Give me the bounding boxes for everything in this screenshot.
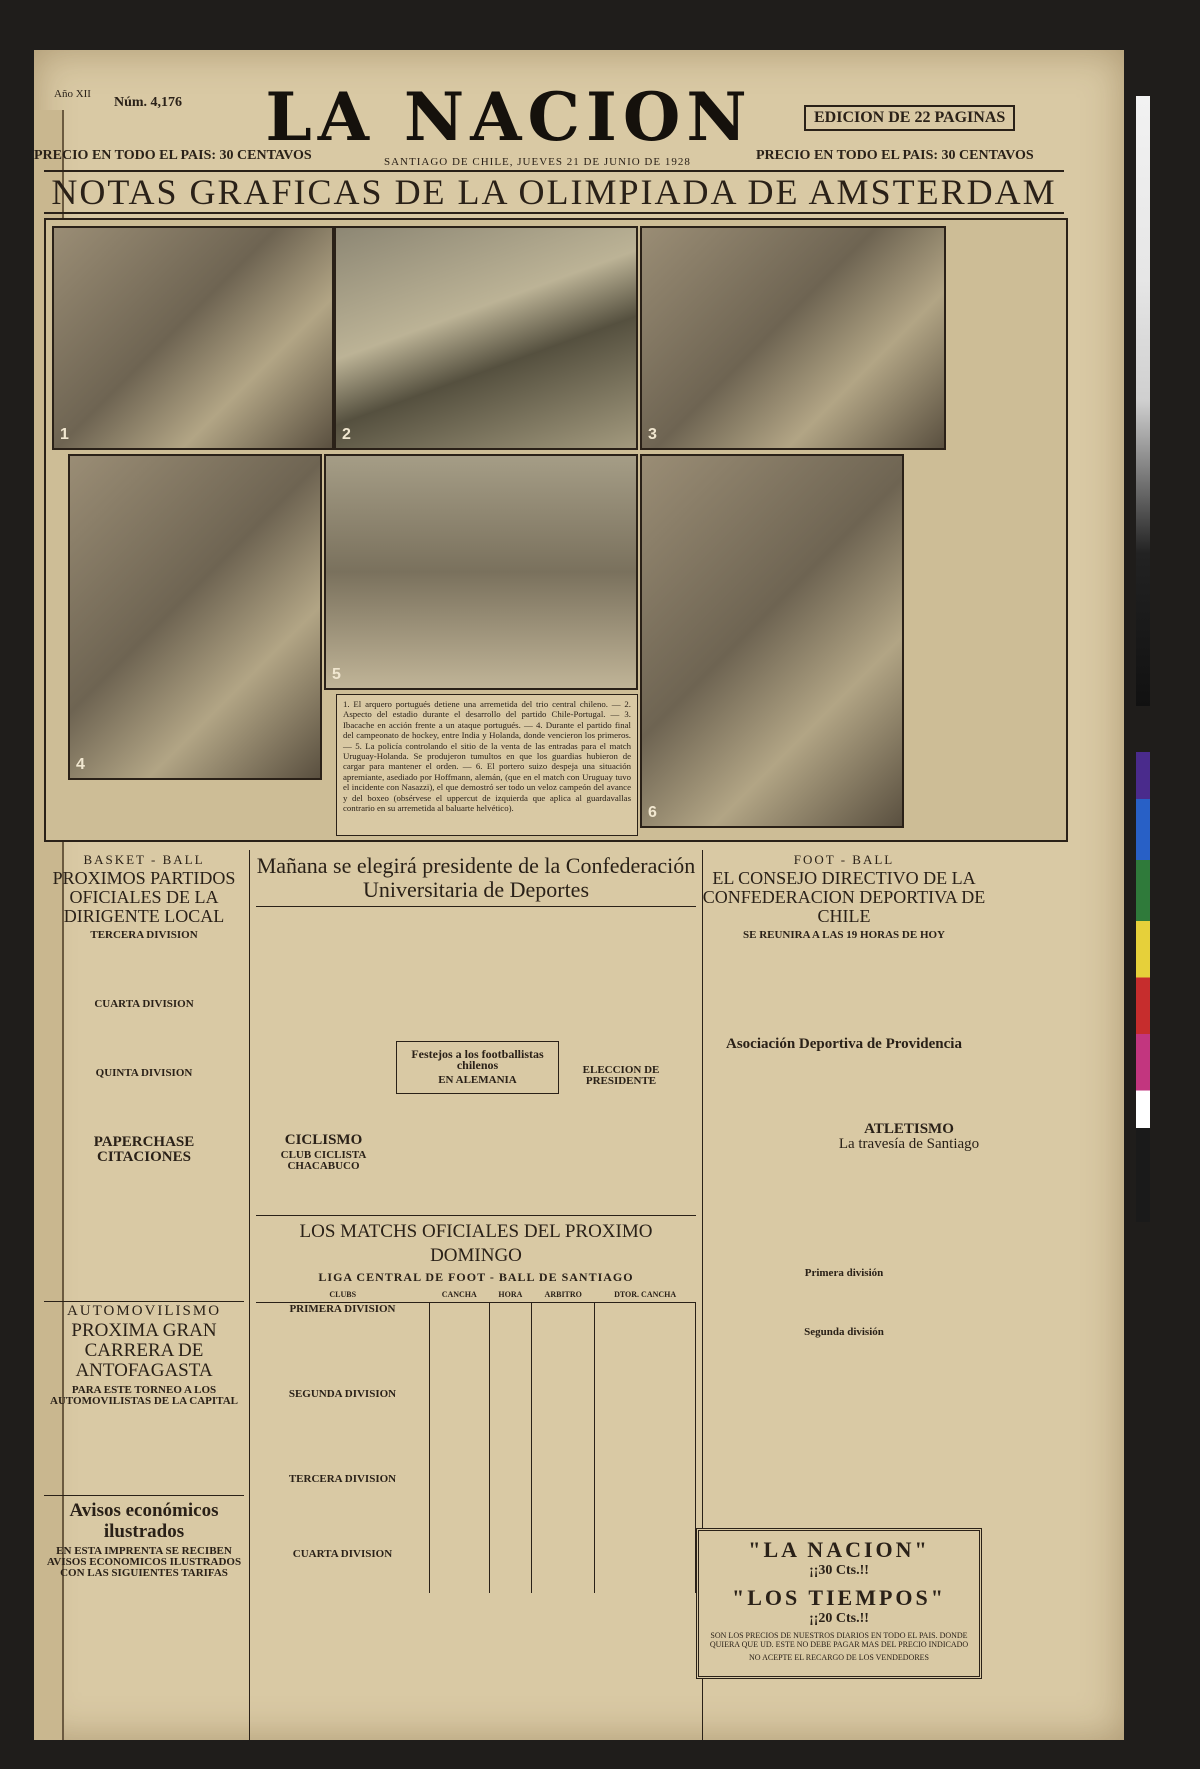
basket-div-3: TERCERA DIVISION	[90, 929, 198, 941]
festejos-sub: EN ALEMANIA	[438, 1074, 517, 1086]
automovilismo-sub: PARA ESTE TORNEO A LOS AUTOMOVILISTAS DE LA CAPITAL	[50, 1384, 238, 1407]
football-sub: SE REUNIRA A LAS 19 HORAS DE HOY	[742, 929, 946, 941]
matchs-table	[256, 1287, 696, 1593]
basket-section-label: BASKET - BALL	[83, 852, 205, 867]
photo-spread	[44, 218, 1068, 842]
color-calibration-bar	[1136, 752, 1150, 1222]
ad-la-nacion-price: ¡¡30 Cts.!!	[809, 1563, 869, 1578]
primera-division-head: Primera división	[804, 1267, 884, 1279]
ad-warning: NO ACEPTE EL RECARGO DE LOS VENDEDORES	[748, 1653, 929, 1662]
automovilismo-headline: PROXIMA GRAN CARRERA DE ANTOFAGASTA	[71, 1320, 217, 1381]
masthead	[34, 50, 1124, 170]
photo-4: 4	[68, 454, 322, 780]
div-tercera: TERCERA DIVISION	[256, 1473, 429, 1486]
providencia-head: Asociación Deportiva de Providencia	[726, 1036, 962, 1052]
col-hora: HORA	[489, 1287, 532, 1303]
left-column	[44, 850, 244, 1740]
football-headline: EL CONSEJO DIRECTIVO DE LA CONFEDERACION DEPORTIVA DE CHILE	[702, 868, 986, 926]
photo-5: 5	[324, 454, 638, 690]
edition-box: EDICION DE 22 PAGINAS	[804, 105, 1015, 131]
paperchase-head: PAPERCHASE	[93, 1134, 195, 1150]
issue-number: Núm. 4,176	[114, 95, 183, 110]
newspaper-page	[34, 50, 1124, 1740]
div-cuarta: CUARTA DIVISION	[256, 1548, 429, 1561]
photo-1: 1	[52, 226, 334, 450]
col-arbitro: ARBITRO	[532, 1287, 595, 1303]
newspaper-title: LA NACION	[265, 78, 753, 156]
football-section-label: FOOT - BALL	[793, 852, 895, 867]
dateline: SANTIAGO DE CHILE, JUEVES 21 DE JUNIO DE 1928	[384, 156, 691, 168]
matchs-sub: LIGA CENTRAL DE FOOT - BALL DE SANTIAGO	[318, 1270, 634, 1284]
main-headline: NOTAS GRAFICAS DE LA OLIMPIADA DE AMSTERDAM	[44, 170, 1064, 214]
segunda-division-head: Segunda división	[804, 1326, 884, 1338]
festejos-headline: Festejos a los footballistas chilenos	[411, 1047, 544, 1072]
citaciones-head: CITACIONES	[97, 1149, 191, 1165]
col-clubs: CLUBS	[256, 1287, 429, 1303]
price-left: PRECIO EN TODO EL PAIS: 30 CENTAVOS	[34, 148, 312, 163]
div-primera: PRIMERA DIVISION	[256, 1303, 429, 1317]
div-segunda: SEGUNDA DIVISION	[256, 1388, 429, 1401]
col-dtor-cancha: DTOR. CANCHA	[595, 1287, 696, 1303]
basket-headline: PROXIMOS PARTIDOS OFICIALES DE LA DIRIGENTE LOCAL	[52, 868, 236, 926]
issue-year: Año XII	[54, 88, 91, 100]
automovilismo-label: AUTOMOVILISMO	[66, 1303, 222, 1319]
ciclismo-head: CICLISMO	[284, 1132, 363, 1148]
photo-caption: 1. El arquero portugués detiene una arremetida del trio central chileno. — 2. Aspecto del estadio durante el desarrollo del partido Chile-Portugal. — 3. Ibacache en acción frente a un ataque portugués. — 4. Durante el partido final del campeonato de hockey, entre India y Holanda, donde vencieron los primeros. — 5. La policía controlando el sitio de la venta de las entradas para el match Uruguay-Holanda. Se produjeron tumultos en que los guardias hubieron de cargar para mantener el orden. — 6. El portero suizo despeja una situación apremiante, asediado por Hoffmann, alemán, (que en el match con Uruguay tuvo el incidente con Nasazzi), el que demostró ser todo un veloz campeón del avance y del boxeo (obsérvese el uppercut de izquierda que aplica al guardavallas contrario en su arremetida al baluarte helvético).	[336, 694, 638, 836]
center-column	[249, 850, 703, 1740]
confed-headline: Mañana se elegirá presidente de la Confederación Universitaria de Deportes	[256, 853, 696, 902]
photo-3: 3	[640, 226, 946, 450]
price-right: PRECIO EN TODO EL PAIS: 30 CENTAVOS	[756, 148, 1034, 163]
atletismo-column	[834, 1120, 984, 1154]
price-advertisement	[696, 1528, 982, 1679]
ciclismo-sub: CLUB CICLISTA CHACABUCO	[280, 1149, 367, 1172]
photo-6: 6	[640, 454, 904, 828]
atletismo-label: ATLETISMO	[864, 1121, 954, 1137]
avisos-headline: Avisos económicos ilustrados	[69, 1500, 219, 1542]
grayscale-bar	[1136, 96, 1150, 706]
ad-la-nacion: "LA NACION"	[748, 1537, 930, 1562]
col-cancha: CANCHA	[429, 1287, 489, 1303]
avisos-sub: EN ESTA IMPRENTA SE RECIBEN AVISOS ECONOMICOS ILUSTRADOS CON LAS SIGUIENTES TARIFAS	[46, 1545, 242, 1579]
ad-notice: SON LOS PRECIOS DE NUESTROS DIARIOS EN TODO EL PAIS. DONDE QUIERA QUE UD. ESTE NO DEBE PAGAR MAS DEL PRECIO INDICADO	[709, 1631, 969, 1649]
photo-2: 2	[334, 226, 638, 450]
basket-div-4: CUARTA DIVISION	[94, 998, 194, 1010]
ad-los-tiempos-price: ¡¡20 Cts.!!	[809, 1611, 869, 1626]
basket-div-5: QUINTA DIVISION	[95, 1067, 193, 1079]
ad-los-tiempos: "LOS TIEMPOS"	[731, 1585, 946, 1610]
atletismo-headline: La travesía de Santiago	[838, 1136, 980, 1152]
eleccion-head: ELECCION DE PRESIDENTE	[582, 1064, 660, 1087]
right-column	[699, 850, 989, 1530]
matchs-headline: LOS MATCHS OFICIALES DEL PROXIMO DOMINGO	[299, 1221, 653, 1266]
